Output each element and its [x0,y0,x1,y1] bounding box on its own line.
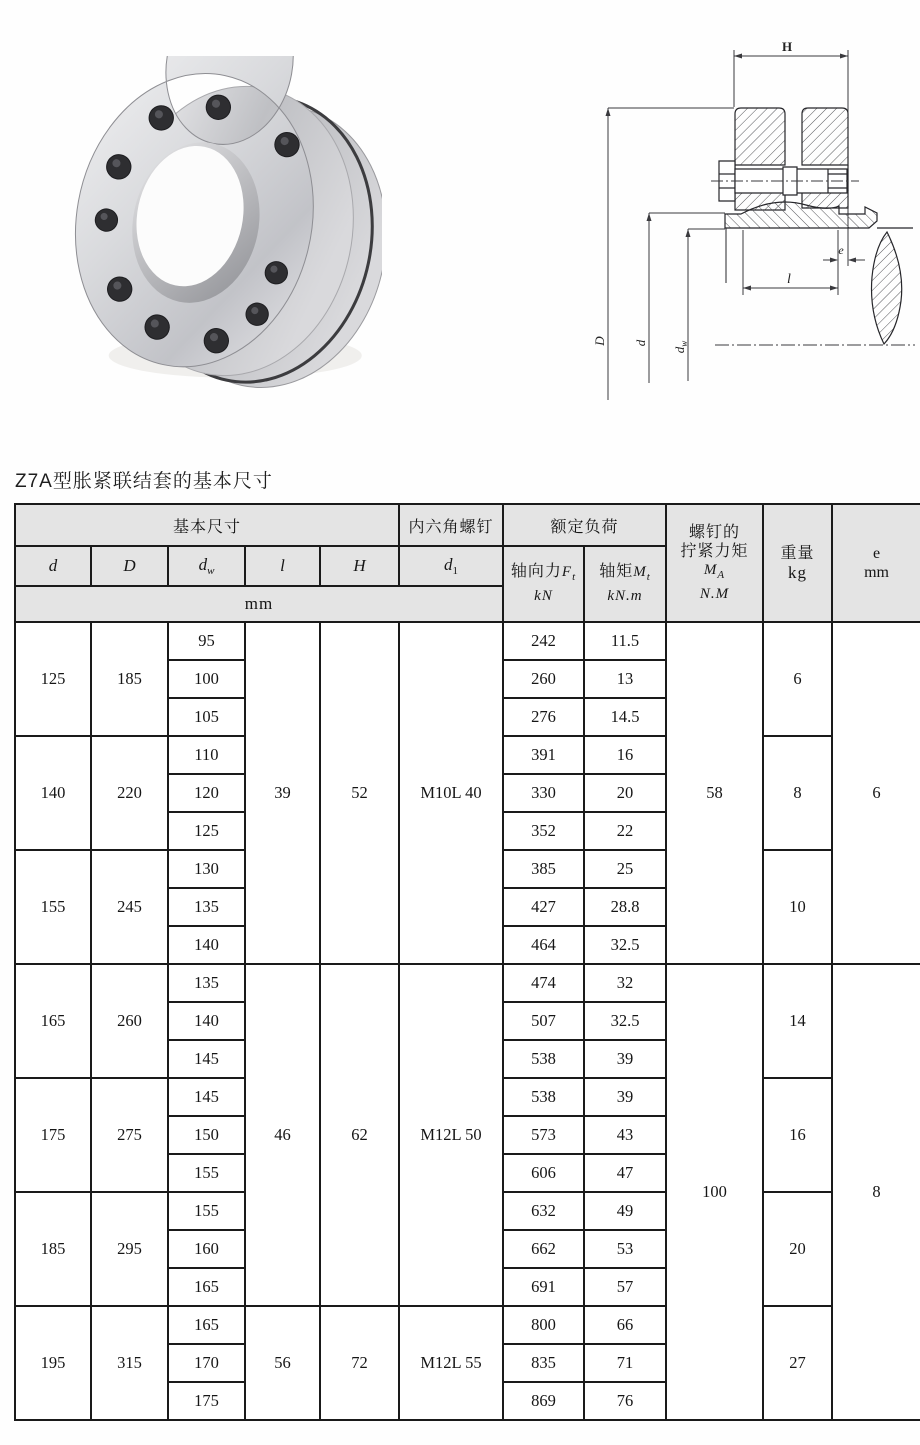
cell-dw: 145 [168,1078,245,1116]
cell-mt: 32.5 [584,926,666,964]
cell-mt: 71 [584,1344,666,1382]
weight-unit: kg [788,563,808,582]
cell-mt: 76 [584,1382,666,1420]
col-header-D: D [91,546,168,586]
tighten-line1: 螺钉的 [689,523,741,541]
table-row [15,622,920,660]
cell-dw: 135 [168,964,245,1002]
cell-dw: 170 [168,1344,245,1382]
cell-dw: 95 [168,622,245,660]
cell-D: 260 [91,964,168,1078]
tighten-unit: N.M [699,585,730,602]
e-symbol: e [872,545,881,562]
cell-ft: 573 [503,1116,584,1154]
cell-d: 185 [15,1192,91,1306]
cell-D: 220 [91,736,168,850]
dim-label-dw: $d_w$ [672,340,689,354]
dim-label-l: l [787,272,791,287]
cell-mt: 39 [584,1078,666,1116]
tighten-line2: 拧紧力矩 [680,542,749,560]
col-header-d1: $d_1$ [399,546,503,586]
cell-ft: 606 [503,1154,584,1192]
col-header-l: l [245,546,320,586]
cell-ft: 276 [503,698,584,736]
cell-ft: 869 [503,1382,584,1420]
cell-mt: 49 [584,1192,666,1230]
col-header-H: H [320,546,399,586]
cell-kg: 10 [763,850,832,964]
cell-mt: 43 [584,1116,666,1154]
weight-label: 重量 [780,545,815,562]
cell-ma: 100 [666,964,763,1420]
dim-label-d: d [633,339,648,347]
cell-d1: M12L 50 [399,964,503,1306]
col-header-rated-load: 额定负荷 [503,504,666,546]
shaft-break [872,232,902,344]
cell-mt: 20 [584,774,666,812]
tighten-symbol: $M_A$ [703,561,726,581]
cell-ft: 427 [503,888,584,926]
cell-ma: 58 [666,622,763,964]
cell-dw: 160 [168,1230,245,1268]
cell-H: 62 [320,964,399,1306]
col-header-basic-dims: 基本尺寸 [15,504,399,546]
spec-table [14,503,920,1421]
cell-dw: 130 [168,850,245,888]
dim-e [823,258,865,263]
cell-dw: 165 [168,1268,245,1306]
cell-D: 275 [91,1078,168,1192]
cell-kg: 6 [763,622,832,736]
cell-ft: 538 [503,1040,584,1078]
cell-ft: 464 [503,926,584,964]
e-unit: mm [864,564,889,581]
cell-ft: 391 [503,736,584,774]
locking-ring [48,56,382,390]
dim-dw [686,229,726,381]
cell-kg: 14 [763,964,832,1078]
cell-d1: M12L 55 [399,1306,503,1420]
cell-ft: 260 [503,660,584,698]
cell-D: 245 [91,850,168,964]
cell-e: 8 [832,964,920,1420]
cell-kg: 27 [763,1306,832,1420]
col-header-torque: 轴矩$M_t$ kN.m [584,546,666,622]
cell-ft: 507 [503,1002,584,1040]
cell-ft: 330 [503,774,584,812]
cell-d: 125 [15,622,91,736]
cell-mt: 13 [584,660,666,698]
cell-dw: 105 [168,698,245,736]
cell-e: 6 [832,622,920,964]
col-header-axial-force: 轴向力$F_t$ kN [503,546,584,622]
cell-l: 39 [245,622,320,964]
cell-mt: 39 [584,1040,666,1078]
cell-d1: M10L 40 [399,622,503,964]
cell-d: 195 [15,1306,91,1420]
torque-unit: kN.m [607,588,643,605]
cell-mt: 28.8 [584,888,666,926]
cell-d: 175 [15,1078,91,1192]
dim-D [606,108,735,400]
dim-d [647,213,726,383]
cell-H: 72 [320,1306,399,1420]
cell-mt: 11.5 [584,622,666,660]
cell-mt: 53 [584,1230,666,1268]
cell-mt: 57 [584,1268,666,1306]
cell-dw: 155 [168,1154,245,1192]
col-header-hex-screw: 内六角螺钉 [399,504,503,546]
col-header-e [832,504,920,622]
dim-label-e: e [838,243,844,257]
cell-dw: 100 [168,660,245,698]
cell-dw: 135 [168,888,245,926]
cell-dw: 150 [168,1116,245,1154]
cell-mt: 32.5 [584,1002,666,1040]
table-row [15,1306,920,1344]
cell-ft: 352 [503,812,584,850]
col-header-dw: $d_w$ [168,546,245,586]
cell-dw: 125 [168,812,245,850]
cell-kg: 20 [763,1192,832,1306]
cell-dw: 165 [168,1306,245,1344]
cell-l: 46 [245,964,320,1306]
cell-kg: 16 [763,1078,832,1192]
cell-dw: 175 [168,1382,245,1420]
cell-ft: 662 [503,1230,584,1268]
cell-d: 155 [15,850,91,964]
cell-mt: 25 [584,850,666,888]
cell-D: 295 [91,1192,168,1306]
cell-dw: 155 [168,1192,245,1230]
cell-dw: 145 [168,1040,245,1078]
cell-dw: 140 [168,926,245,964]
cell-H: 52 [320,622,399,964]
cell-l: 56 [245,1306,320,1420]
cell-ft: 800 [503,1306,584,1344]
cell-dw: 140 [168,1002,245,1040]
cell-kg: 8 [763,736,832,850]
cell-ft: 538 [503,1078,584,1116]
col-header-weight [763,504,832,622]
cell-ft: 691 [503,1268,584,1306]
page-title: Z7A型胀紧联结套的基本尺寸 [15,471,273,492]
cell-ft: 385 [503,850,584,888]
cell-mt: 16 [584,736,666,774]
dim-label-D: D [592,336,607,346]
col-header-tightening-torque [666,504,763,622]
axial-unit: kN [534,588,553,605]
dim-label-H: H [781,39,793,54]
cell-dw: 120 [168,774,245,812]
cell-mt: 22 [584,812,666,850]
table-row [15,964,920,1002]
unit-row-mm: mm [15,586,503,622]
cell-ft: 835 [503,1344,584,1382]
cell-mt: 32 [584,964,666,1002]
cell-ft: 632 [503,1192,584,1230]
cell-mt: 66 [584,1306,666,1344]
product-photo [48,56,382,390]
section-drawing [575,33,920,435]
col-header-d: d [15,546,91,586]
cell-D: 315 [91,1306,168,1420]
cell-D: 185 [91,622,168,736]
cell-ft: 242 [503,622,584,660]
cell-ft: 474 [503,964,584,1002]
cell-mt: 14.5 [584,698,666,736]
cell-d: 165 [15,964,91,1078]
cell-d: 140 [15,736,91,850]
cell-dw: 110 [168,736,245,774]
cell-mt: 47 [584,1154,666,1192]
